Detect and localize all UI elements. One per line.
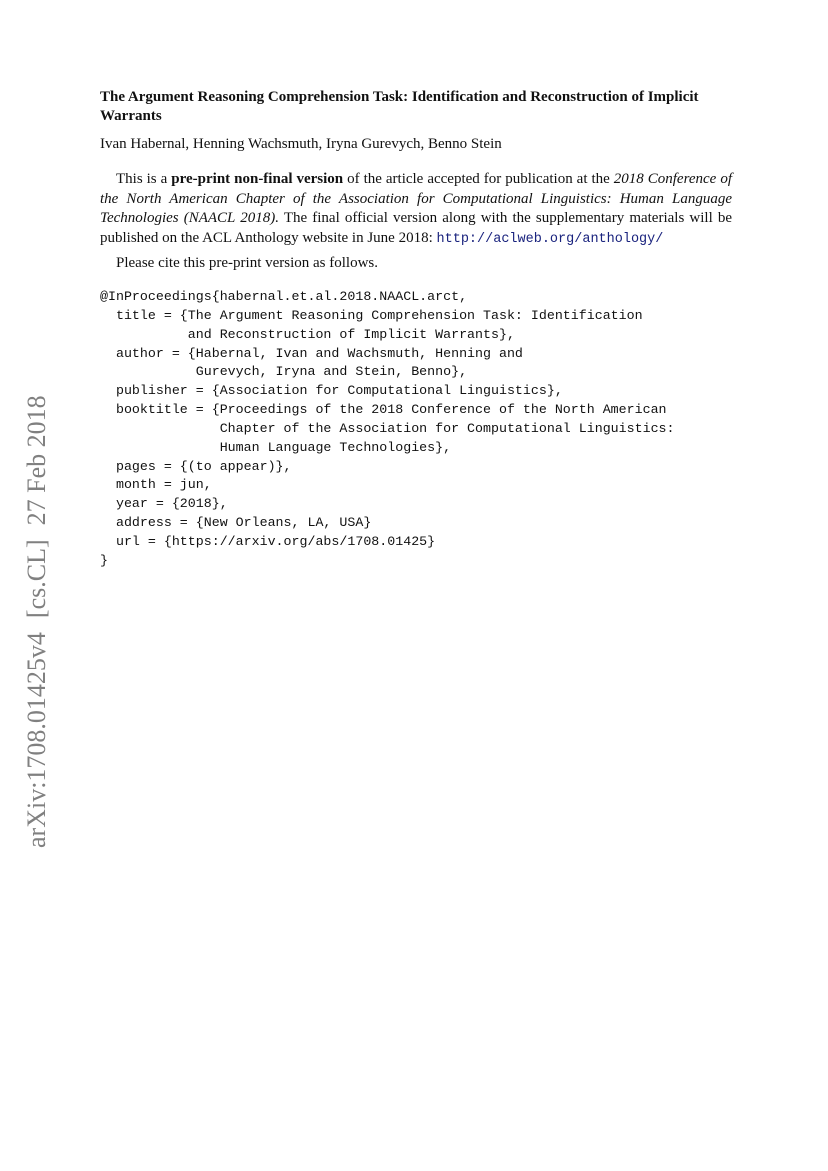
- notice-text-final: The final official version along with the supplementary materials will be published on the ACL Anthology website in June 2018:: [100, 210, 733, 246]
- bibtex-line: Human Language Technologies},: [100, 439, 452, 455]
- bibtex-line: month = jun,: [100, 477, 212, 493]
- anthology-link[interactable]: http://aclweb.org/anthology/: [436, 231, 664, 247]
- bibtex-line: title = {The Argument Reasoning Comprehension Task: Identification: [100, 307, 643, 323]
- bibtex-line: pages = {(to appear)},: [100, 458, 292, 474]
- notice-text-accepted: of the article accepted for publication at the: [343, 171, 614, 187]
- bibtex-line: }: [100, 552, 108, 568]
- bibtex-line: and Reconstruction of Implicit Warrants},: [100, 326, 515, 342]
- paper-authors: Ivan Habernal, Henning Wachsmuth, Iryna Gurevych, Benno Stein: [100, 136, 502, 152]
- bibtex-line: publisher = {Association for Computational Linguistics},: [100, 383, 563, 399]
- bibtex-line: @InProceedings{habernal.et.al.2018.NAACL.arct,: [100, 289, 468, 304]
- bibtex-line: Gurevych, Iryna and Stein, Benno},: [100, 364, 468, 380]
- bibtex-line: author = {Habernal, Ivan and Wachsmuth, Henning and: [100, 345, 523, 361]
- paper-title: The Argument Reasoning Comprehension Task: Identification and Reconstruction of Implicit Warrants: [100, 89, 699, 124]
- bibtex-line: address = {New Orleans, LA, USA}: [100, 515, 372, 531]
- notice-bold-version: pre-print non-final version: [171, 171, 344, 187]
- preprint-notice: [100, 170, 732, 249]
- bibtex-block: [100, 288, 675, 571]
- bibtex-line: booktitle = {Proceedings of the 2018 Conference of the North American: [100, 402, 667, 418]
- arxiv-category: [cs.CL]: [22, 539, 51, 619]
- notice-conference-name: 2018 Conference of the North American Chapter of the Association for Computational Linguistics: Human Language Technologies (NAACL 2018).: [100, 171, 732, 227]
- bibtex-line: year = {2018},: [100, 496, 228, 512]
- cite-instruction: Please cite this pre-print version as follows.: [116, 255, 379, 271]
- arxiv-id: arXiv:1708.01425v4: [22, 632, 51, 848]
- arxiv-stamp: [22, 381, 52, 848]
- bibtex-line: Chapter of the Association for Computational Linguistics:: [100, 420, 675, 436]
- arxiv-date: 27 Feb 2018: [22, 395, 51, 526]
- notice-text-intro: This is a: [116, 171, 172, 187]
- bibtex-line: url = {https://arxiv.org/abs/1708.01425}: [100, 533, 436, 549]
